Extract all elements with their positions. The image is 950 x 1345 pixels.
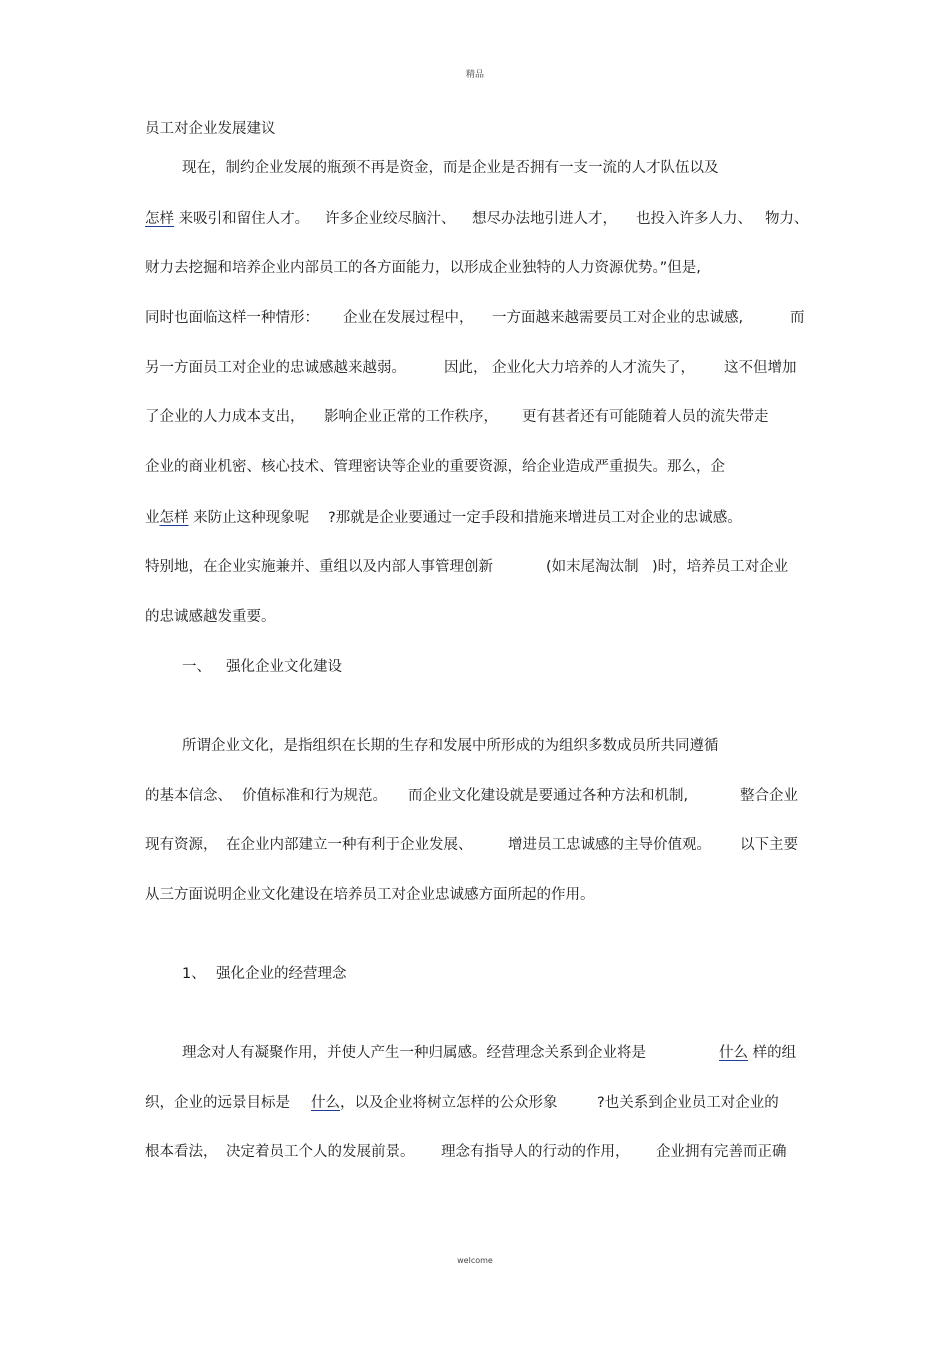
text-run: 来防止这种现象呢 [188,510,310,526]
paragraph-line [145,210,309,228]
paragraph-line: 所谓企业文化，是指组织在长期的生存和发展中所形成的为组织多数成员所共同遵循 [182,738,719,754]
underlined-text: 什么 [311,1095,340,1111]
text-run: 而 [790,310,805,326]
text-run: 价值标准和行为规范。 [242,788,387,804]
underlined-text: 怎样 [159,510,189,526]
underlined-text: 什么 [719,1045,748,1061]
section-number: 一、 [182,659,211,675]
text-run: 企业在发展过程中， [343,310,474,326]
paragraph-line: 企业的商业机密、核心技术、管理密诀等企业的重要资源，给企业造成严重损失。那么，企 [145,459,725,475]
section-heading: 强化企业文化建设 [226,659,342,675]
text-run: 现有资源， [145,837,218,853]
header-mark: 精品 [465,70,484,80]
subsection-heading: 强化企业的经营理念 [216,966,347,982]
text-run: 业 [145,510,160,526]
text-run: 样的组 [748,1045,797,1061]
text-run: 理念有指导人的行动的作用， [441,1144,630,1160]
underlined-text: 怎样 [145,211,174,227]
text-run: 企业拥有完善而正确 [656,1144,787,1160]
text-run: 以下主要 [740,837,798,853]
text-run: 在企业内部建立一种有利于企业发展、 [226,837,473,853]
paragraph-line [311,1094,558,1112]
text-run: 同时也面临这样一种情形： [145,310,319,326]
text-run: 也投入许多人力、 [636,211,752,227]
document-title: 员工对企业发展建议 [145,121,276,137]
subsection-number: 1、 [182,966,206,982]
paragraph-line [719,1044,796,1062]
text-run: 企业化大力培养的人才流失了， [492,360,695,376]
text-run: 根本看法， [145,1144,218,1160]
text-run: ?那就是企业要通过一定手段和措施来增进员工对企业的忠诚感。 [328,510,742,526]
text-run: 因此， [444,360,488,376]
text-run: (如末尾淘汰制 [546,559,639,575]
text-run: 增进员工忠诚感的主导价值观。 [508,837,711,853]
text-run: )时，培养员工对企业 [652,559,789,575]
paragraph-line: 现在，制约企业发展的瓶颈不再是资金，而是企业是否拥有一支一流的人才队伍以及 [182,160,719,176]
text-run: 物力、 [765,211,809,227]
text-run: 特别地，在企业实施兼并、重组以及内部人事管理创新 [145,559,493,575]
text-run: 的基本信念、 [145,788,232,804]
paragraph-line [145,509,309,527]
text-run: ，以及企业将树立怎样的公众形象 [340,1095,558,1111]
text-run: 理念对人有凝聚作用，并使人产生一种归属感。经营理念关系到企业将是 [182,1045,646,1061]
footer-mark: welcome [457,1256,493,1265]
paragraph-line: 从三方面说明企业文化建设在培养员工对企业忠诚感方面所起的作用。 [145,887,595,903]
text-run: 整合企业 [740,788,798,804]
text-run: 决定着员工个人的发展前景。 [226,1144,415,1160]
text-run: 来吸引和留住人才。 [174,211,310,227]
text-run: 想尽办法地引进人才， [472,211,617,227]
paragraph-line: 的忠诚感越发重要。 [145,609,276,625]
text-run: 另一方面员工对企业的忠诚感越来越弱。 [145,360,406,376]
text-run: 影响企业正常的工作秩序， [324,409,498,425]
text-run: 这不但增加 [724,360,797,376]
text-run: 一方面越来越需要员工对企业的忠诚感, [492,310,744,326]
text-run: 许多企业绞尽脑汁、 [325,211,456,227]
text-run: ?也关系到企业员工对企业的 [597,1095,779,1111]
paragraph-line: 财力去挖掘和培养企业内部员工的各方面能力，以形成企业独特的人力资源优势。”但是, [145,260,701,276]
text-run: 而企业文化建设就是要通过各种方法和机制, [408,788,689,804]
text-run: 更有甚者还有可能随着人员的流失带走 [522,409,769,425]
text-run: 了企业的人力成本支出， [145,409,305,425]
text-run: 织，企业的远景目标是 [145,1095,290,1111]
